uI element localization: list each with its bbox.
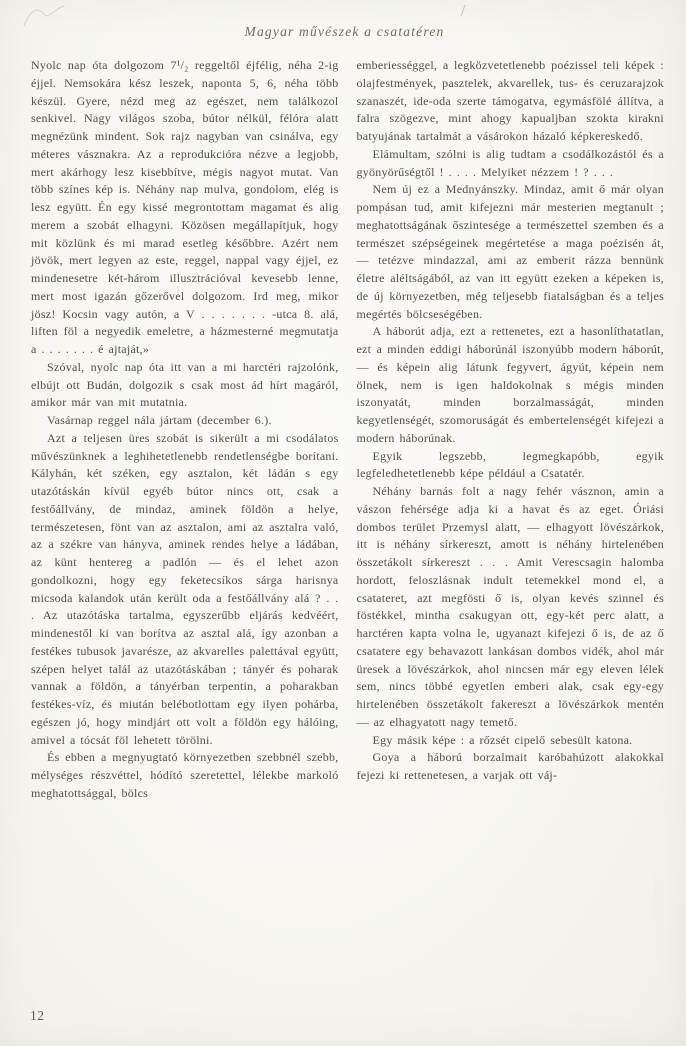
paragraph: emberiességgel, a legközvetetlenebb poézissel teli képek : olajfestmények, pasztelek, akvarellek, tus- és ceruzarajzok szanaszét, ide-oda szerte támogatva, egymásfölé állítva, a falra szögezve, mint ahogy kapualjban szokta kirakni batyujának tartalmát a vásárokon házaló képkereskedő.	[356, 58, 664, 143]
left-column	[31, 57, 339, 803]
paragraph: Vasárnap reggel nála jártam (december 6.).	[47, 413, 272, 427]
text-columns	[31, 57, 664, 803]
paragraph: Elámultam, szólni is alig tudtam a csodálkozástól és a gyönyörűségtől ! . . . . Melyiket nézzem ! ? . . .	[356, 146, 664, 179]
right-column	[357, 57, 665, 803]
paragraph: Egyik legszebb, legmegkapóbb, egyik legfeledhetetlenebb képe például a Csatatér.	[356, 448, 664, 481]
paragraph: Néhány barnás folt a nagy fehér vásznon, amin a vászon fehérsége adja ki a havat és az eget. Óriási dombos terület Przemysl alatt, — elhagyott lövészárkok, itt is néhány sírkereszt, amott is néhány hirtelenében összetákolt sírkereszt . . . Amit Verescsagin halomba hordott, feloszlásnak indult tetemekkel mond el, a csatateret, azt megfösti ő is, olyan kevés szinnel és föstékkel, mintha csakugyan ott, egy-két perc alatt, a harctéren kapta volna le, ugyanazt kifejezi ő is, de az ő csatatere egy behavazott lankásan dombos vidék, ahol már üresek a lövészárkok, ahol nincsen már egy eleven lélek sem, nincs többé egyetlen emberi alak, csak egy-egy hirtelenében összetákolt fakereszt a lövészárkok mentén — az elhagyatott nagy temető.	[356, 484, 664, 729]
running-header-title: Magyar művészek a csatatéren	[244, 24, 445, 39]
paragraph: A háborút adja, ezt a rettenetes, ezt a hasonlíthatatlan, ezt a minden eddigi háborúnál iszonyúbb modern háborút, — és képein alig látunk fegyvert, ágyút, képein nem ölnek, nem is igen haldokolnak s mégis minden iszonyatát, minden borzalmasságát, minden kegyetlenségét, szomoruságát és embertelenségét kifejezi a modern háborúnak.	[356, 324, 664, 445]
paragraph: Egy másik képe : a rőzsét cipelő sebesült katona.	[372, 732, 633, 747]
paragraph: És ebben a megnyugtató környezetben szebbnél szebb, mélységes részvéttel, hódító szeretettel, lélekbe markoló meghatottsággal, bölcs	[31, 750, 339, 800]
ink-tick-mark	[455, 2, 471, 20]
paragraph: Azt a teljesen üres szobát is sikerült a mi csodálatos művészünknek a leghihetetlenebb rendetlenségbe borítani. Kályhán, két széken, egy asztalon, két ládán s egy utazótáskán kívül egyéb bútor nincs ott, csak a festőállvány, de mindaz, aminek földön a helye, természetesen, fönt van az asztalon, ami az asztalra való, az a székre van hányva, aminek rendes helye a ládában, az künt hentereg a padlón — és el lehet azon gondolkozni, hogy egy feketecsíkos sárga harisnya micsoda kalandok után került oda a festőállvány alá ? . . . Az utazótáska tartalma, egyszerűbb eljárás kedvéért, mindenestől ki van borítva az asztal alá, így azonban a festékes tubusok javarésze, az akvarelles palettával együtt, szépen helyet talál az utazótáskában ; tányér és poharak vannak a földön, a tányérban terpentin, a poharakban festékes-víz, és miután belébotlottam egy ilyen pohárba, egészen jó, hogy mindjárt ott volt a földön egy hálóing, amivel a tócsát föl lehetett törölni.	[31, 430, 339, 747]
paragraph: Szóval, nyolc nap óta itt van a mi harctéri rajzolónk, elbújt ott Budán, dolgozik s csak most ád hírt magáról, amikor már van mit mutatnia.	[31, 359, 339, 410]
paragraph: Goya a háború borzalmait karóbahúzott alakokkal fejezi ki rettenetesen, a varjak ott váj-	[356, 750, 664, 782]
page-number: 12	[30, 1008, 45, 1023]
paragraph: Nem új ez a Mednyánszky. Mindaz, amit ő már olyan pompásan tud, amit kifejezni már mesterien megtanult ; meghatottságának őszintesége a természettel szemben és a természet szépségeinek megértetése a maga poézisén át, — tetézve mindazzal, ami az emberit rázza bennünk életre aléltságából, az van itt együtt ezeken a képeken is, de új környezetben, még teljesebb fiatalságban és a teljes megértés bölcseségében.	[356, 182, 664, 321]
paragraph: Nyolc nap óta dolgozom 7¹/₂ reggeltől éjfélig, néha 2-ig éjjel. Nemsokára kész leszek, naponta 5, 6, néha több készül. Gyere, nézd meg az egészet, nem találkozol senkivel. Nagy világos szoba, bútor nélkül, félóra alatt megnézünk mindent. Sok rajz nagyban van csinálva, egy méteres vásznakra. Az a reprodukcióra nézve a legjobb, mert akárhogy lesz kisebbítve, mégis nagyot mutat. Van több színes kép is. Néhány nap mulva, gondolom, elég is lesz együtt. Én egy kissé megrontottam magamat és alig merem a szobát elhagyni. Közösen megállapítjuk, hogy mit közlünk és mi marad esetleg későbbre. Azért nem jövök, mert legyen az este, reggel, nappal vagy éjjel, ez mindenesetre két-három illusztrációval kevesebb lenne, mert most igazán gőzerővel dolgozom. Ird meg, mikor jösz! Kocsin vagy autón, a V . . . . . . . -utca 8. alá, liften föl a negyedik emeletre, a házmesterné megmutatja a . . . . . . . é ajtaját,»	[31, 58, 339, 356]
